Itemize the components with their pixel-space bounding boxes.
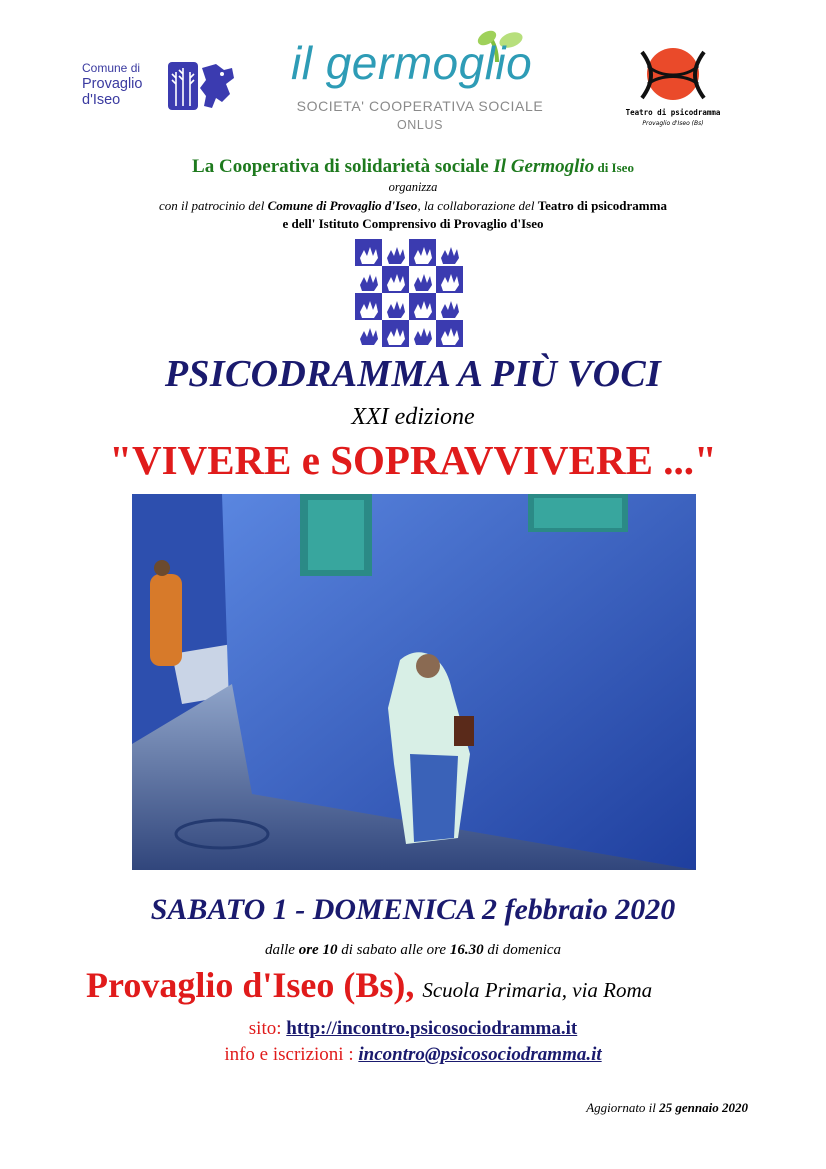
location-city: Provaglio d'Iseo (Bs), — [86, 965, 415, 1005]
cooperative-line — [0, 156, 826, 178]
patro-text-c: , la collaborazione del — [417, 198, 538, 213]
germoglio-subtitle: SOCIETA' COOPERATIVA SOCIALE — [296, 98, 544, 114]
site-link[interactable]: http://incontro.psicosociodramma.it — [286, 1018, 578, 1039]
teatro-name: Teatro di psicodramma — [625, 108, 721, 117]
hours-start: ore 10 — [298, 942, 338, 958]
teatro-location: Provaglio d'Iseo (Bs) — [642, 120, 704, 127]
patronage-line — [0, 198, 826, 214]
comune-emblem-icon — [166, 58, 238, 114]
comune-line3: d'Iseo — [82, 92, 121, 108]
comune-logo — [82, 58, 242, 116]
coop-name: Cooperativa di solidarietà sociale — [218, 156, 494, 177]
coop-prefix: La — [192, 156, 219, 177]
location-venue: Scuola Primaria, via Roma — [422, 978, 653, 1002]
comune-line2: Provaglio — [82, 76, 143, 92]
patro-teatro: Teatro di psicodramma — [537, 198, 667, 213]
site-label: sito: — [248, 1018, 287, 1039]
coop-brand: Il Germoglio — [493, 156, 595, 177]
event-photo — [132, 494, 696, 870]
updated-label: Aggiornato il — [586, 1100, 660, 1115]
website-line — [0, 1018, 826, 1040]
hands-checkerboard-logo — [355, 239, 463, 347]
hours-text-3: di sabato alle ore — [337, 942, 450, 958]
event-title: PSICODRAMMA A PIÙ VOCI — [164, 353, 662, 395]
teatro-emblem-icon — [634, 44, 712, 106]
hours-text-5: di domenica — [483, 942, 562, 958]
event-subtitle: "VIVERE e SOPRAVVIVERE ..." — [109, 437, 717, 483]
updated-note — [586, 1100, 748, 1116]
patro-text-a: con il patrocinio del — [159, 198, 268, 213]
coop-suffix: di Iseo — [594, 160, 634, 175]
organizza-line: organizza — [388, 180, 438, 194]
event-dates: SABATO 1 - DOMENICA 2 febbraio 2020 — [150, 893, 676, 926]
germoglio-logo — [285, 28, 555, 140]
info-label: info e iscrizioni : — [224, 1044, 359, 1065]
patro-comune: Comune di Provaglio d'Iseo — [267, 198, 418, 213]
hours-text-1: dalle — [264, 942, 299, 958]
germoglio-onlus: ONLUS — [396, 118, 444, 132]
event-edition: XXI edizione — [351, 404, 475, 430]
hours-end: 16.30 — [449, 942, 484, 958]
event-location — [86, 964, 786, 1006]
email-link[interactable]: incontro@psicosociodramma.it — [358, 1044, 602, 1065]
comune-logo-text — [82, 60, 142, 108]
updated-date: 25 gennaio 2020 — [659, 1100, 748, 1115]
istituto-line: e dell' Istituto Comprensivo di Provaglio d'Iseo — [282, 216, 544, 231]
info-line — [0, 1044, 826, 1066]
germoglio-title: il germoglio — [291, 37, 533, 89]
comune-line1: Comune di — [82, 61, 141, 75]
teatro-logo — [618, 44, 728, 134]
event-hours — [0, 942, 826, 959]
